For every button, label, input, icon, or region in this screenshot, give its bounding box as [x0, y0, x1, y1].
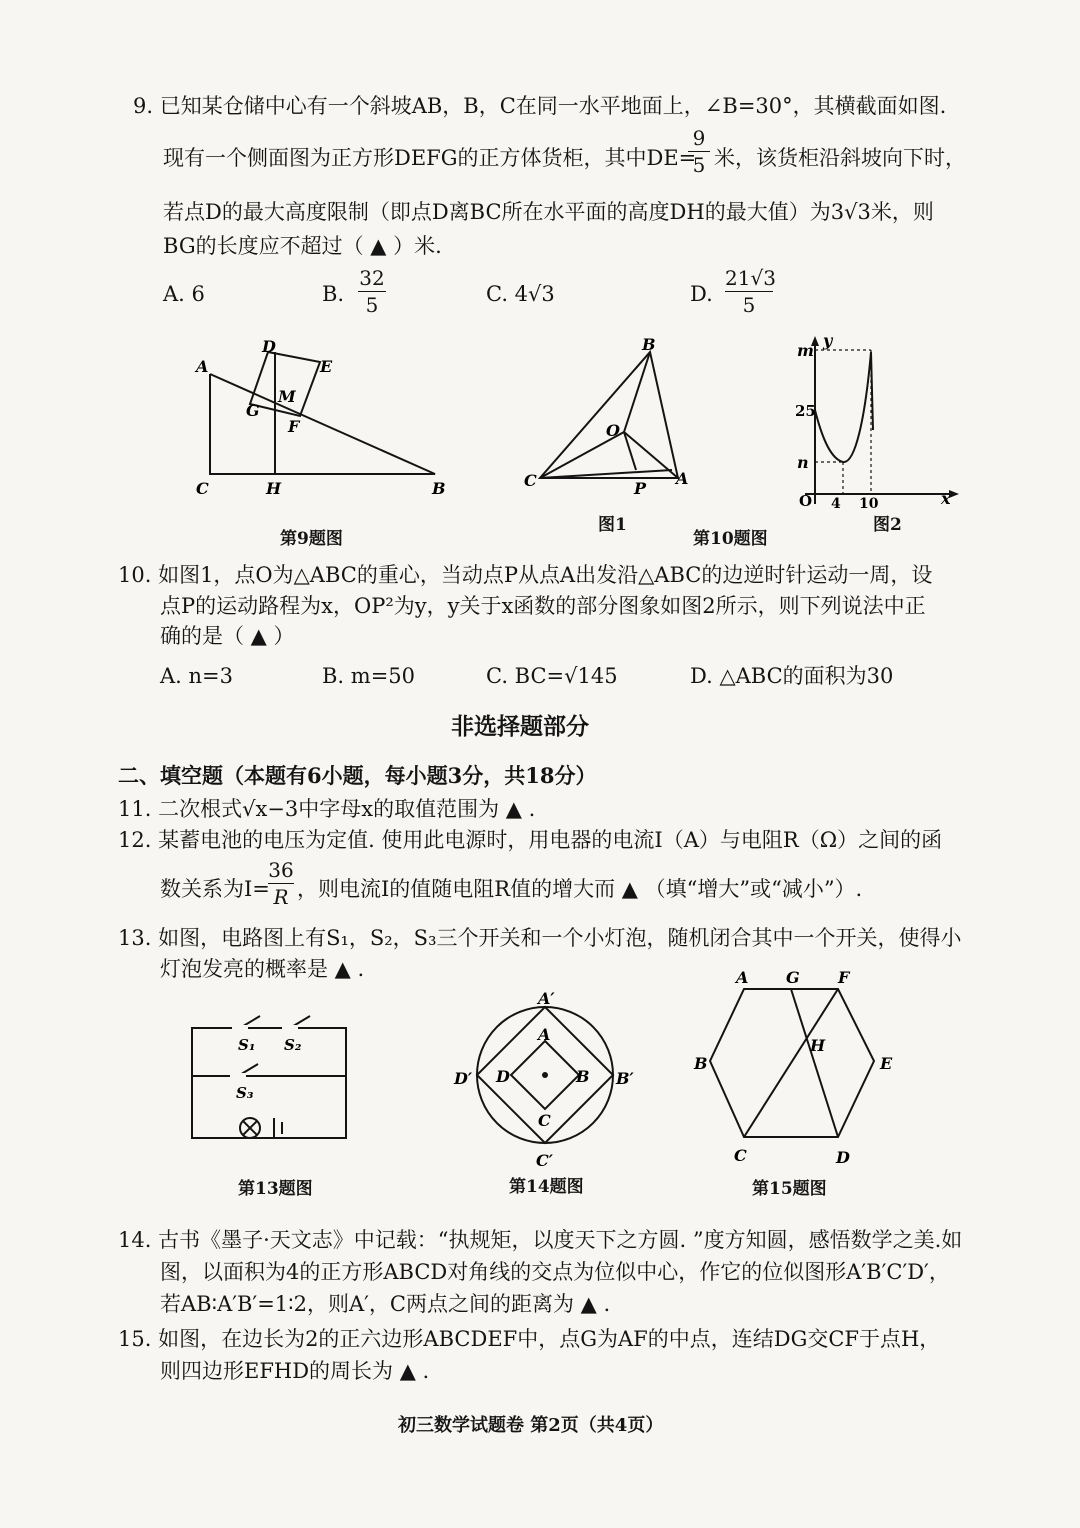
q15-label-E: E: [880, 1054, 893, 1073]
part2-heading: 二、填空题（本题有6小题，每小题3分，共18分）: [118, 763, 597, 788]
q15-line1: 15. 如图，在边长为2的正六边形ABCDEF中，点G为AF的中点，连结DG交CF于点H，: [118, 1327, 941, 1351]
q9-frac-den: 5: [692, 153, 706, 177]
q12-frac-num: 36: [268, 858, 294, 882]
q12-line2b: ，则电流I的值随电阻R值的增大而 ▲ （填“增大”或“减小”）.: [297, 877, 863, 901]
q9-option-d-fraction: [725, 266, 776, 317]
q9-label-H: H: [266, 479, 282, 498]
q9-frac-num: 9: [692, 126, 706, 150]
q9-label-B: B: [432, 479, 446, 498]
q10-option-d: D. △ABC的面积为30: [690, 664, 894, 688]
q9-option-b-fraction: [358, 266, 386, 317]
q13-line1: 13. 如图，电路图上有S₁，S₂，S₃三个开关和一个小灯泡，随机闭合其中一个开关，使得小: [118, 926, 962, 950]
q14-line1: 14. 古书《墨子·天文志》中记载：“执规矩，以度天下之方圆. ”度方知圆，感悟数学之美.如: [118, 1228, 963, 1252]
q11-text: 11. 二次根式√x−3中字母x的取值范围为 ▲ .: [118, 797, 536, 821]
q10-fig2-label-x: x: [941, 489, 951, 508]
q14-line2: 图，以面积为4的正方形ABCD对角线的交点为位似中心，作它的位似图形A′B′C′D′，: [160, 1260, 950, 1284]
q9-label-C: C: [196, 479, 209, 498]
q10-figure-caption: 第10题图: [693, 529, 768, 549]
q9-option-b-label: B.: [322, 282, 345, 306]
q13-figure-caption: 第13题图: [238, 1179, 313, 1199]
q10-fig2-tick-10: 10: [859, 496, 879, 510]
q15-label-G: G: [786, 968, 800, 987]
q10-line1: 10. 如图1，点O为△ABC的重心，当动点P从点A出发沿△ABC的边逆时针运动一周，设: [118, 563, 933, 587]
q10-fig1-label-C: C: [524, 471, 537, 490]
q10-fig2-label-n: n: [797, 453, 809, 472]
page-footer: 初三数学试题卷 第2页（共4页）: [398, 1415, 664, 1436]
q15-figure-caption: 第15题图: [752, 1179, 827, 1199]
q13-label-s2: S₂: [284, 1036, 302, 1054]
q14-label-D-prime: D′: [454, 1069, 473, 1088]
q9-label-G: G: [246, 401, 260, 420]
q14-label-A: A: [538, 1025, 551, 1044]
q10-figure1: [512, 336, 702, 506]
q9-fraction: [688, 126, 710, 177]
q10-fig2-tick-4: 4: [831, 496, 841, 510]
q9-label-F: F: [288, 417, 300, 436]
q15-label-H: H: [810, 1036, 826, 1055]
q15-label-D: D: [836, 1148, 850, 1167]
q10-fig1-caption: 图1: [598, 515, 627, 535]
q13-label-s1: S₁: [238, 1036, 256, 1054]
q10-fig1-label-A: A: [676, 469, 689, 488]
section-title: 非选择题部分: [451, 713, 589, 740]
q9-line1: 9. 已知某仓储中心有一个斜坡AB，B，C在同一水平地面上，∠B=30°，其横截面如图.: [133, 94, 947, 118]
q15-line2: 则四边形EFHD的周长为 ▲ .: [160, 1359, 430, 1383]
q13-label-s3: S₃: [236, 1084, 254, 1102]
q9-figure: [180, 336, 460, 506]
q10-option-a: A. n=3: [160, 664, 233, 688]
q9-line2a: 现有一个侧面图为正方形DEFG的正方体货柜，其中DE=: [163, 146, 697, 170]
q9-line4: BG的长度应不超过（ ▲ ）米.: [163, 234, 442, 258]
q10-fig2-label-y: y: [823, 331, 833, 350]
q14-label-B: B: [576, 1067, 590, 1086]
q9-line3: 若点D的最大高度限制（即点D离BC所在水平面的高度DH的最大值）为3√3米，则: [163, 200, 934, 224]
q9-label-M: M: [278, 387, 296, 406]
q10-option-b: B. m=50: [322, 664, 416, 688]
q9-option-c: C. 4√3: [486, 282, 555, 306]
q15-label-F: F: [838, 968, 850, 987]
q9-option-d-label: D.: [690, 282, 713, 306]
q14-label-D: D: [496, 1067, 510, 1086]
q10-line2: 点P的运动路程为x，OP²为y，y关于x函数的部分图象如图2所示，则下列说法中正: [160, 594, 926, 618]
q9-option-a: A. 6: [163, 282, 205, 306]
q10-fig2-tick-25: 25: [795, 402, 816, 420]
q9-label-A: A: [196, 357, 209, 376]
q9-option-d-num: 21√3: [725, 266, 776, 290]
q9-option-b-num: 32: [359, 266, 385, 290]
q12-fraction: [268, 858, 294, 909]
q14-line3: 若AB∶A′B′=1∶2，则A′，C两点之间的距离为 ▲ .: [160, 1292, 611, 1316]
q15-label-A: A: [736, 968, 749, 987]
q10-fig1-label-P: P: [634, 479, 647, 498]
q15-label-C: C: [734, 1146, 747, 1165]
q9-line2b: 米，该货柜沿斜坡向下时，: [714, 146, 966, 170]
q9-label-E: E: [320, 357, 333, 376]
q10-line3: 确的是（ ▲ ）: [160, 624, 295, 648]
q9-figure-caption: 第9题图: [280, 529, 343, 549]
q10-fig2-caption: 图2: [873, 515, 902, 535]
q14-figure: [450, 980, 640, 1170]
q14-figure-caption: 第14题图: [509, 1177, 584, 1197]
q15-figure: [690, 965, 900, 1175]
q14-label-A-prime: A′: [538, 989, 555, 1008]
q10-figure2: [785, 330, 965, 510]
q14-label-C: C: [538, 1111, 551, 1130]
q13-line2: 灯泡发亮的概率是 ▲ .: [160, 957, 365, 981]
q10-option-c: C. BC=√145: [486, 664, 618, 688]
q10-fig1-label-B: B: [642, 336, 656, 354]
q13-circuit-figure: [180, 1010, 360, 1150]
q9-option-b-den: 5: [365, 293, 379, 317]
q12-line1: 12. 某蓄电池的电压为定值. 使用此电源时，用电器的电流I（A）与电阻R（Ω）之间的函: [118, 828, 943, 852]
q10-fig2-label-m: m: [797, 341, 814, 360]
q9-label-D: D: [262, 337, 276, 356]
q14-label-C-prime: C′: [536, 1151, 553, 1170]
q14-label-B-prime: B′: [616, 1069, 634, 1088]
q10-fig2-origin: O: [799, 492, 813, 510]
q12-frac-den: R: [273, 885, 289, 909]
q15-label-B: B: [694, 1054, 708, 1073]
q10-fig1-label-O: O: [606, 421, 620, 440]
q12-line2a: 数关系为I=: [160, 877, 270, 901]
q9-option-d-den: 5: [742, 293, 756, 317]
